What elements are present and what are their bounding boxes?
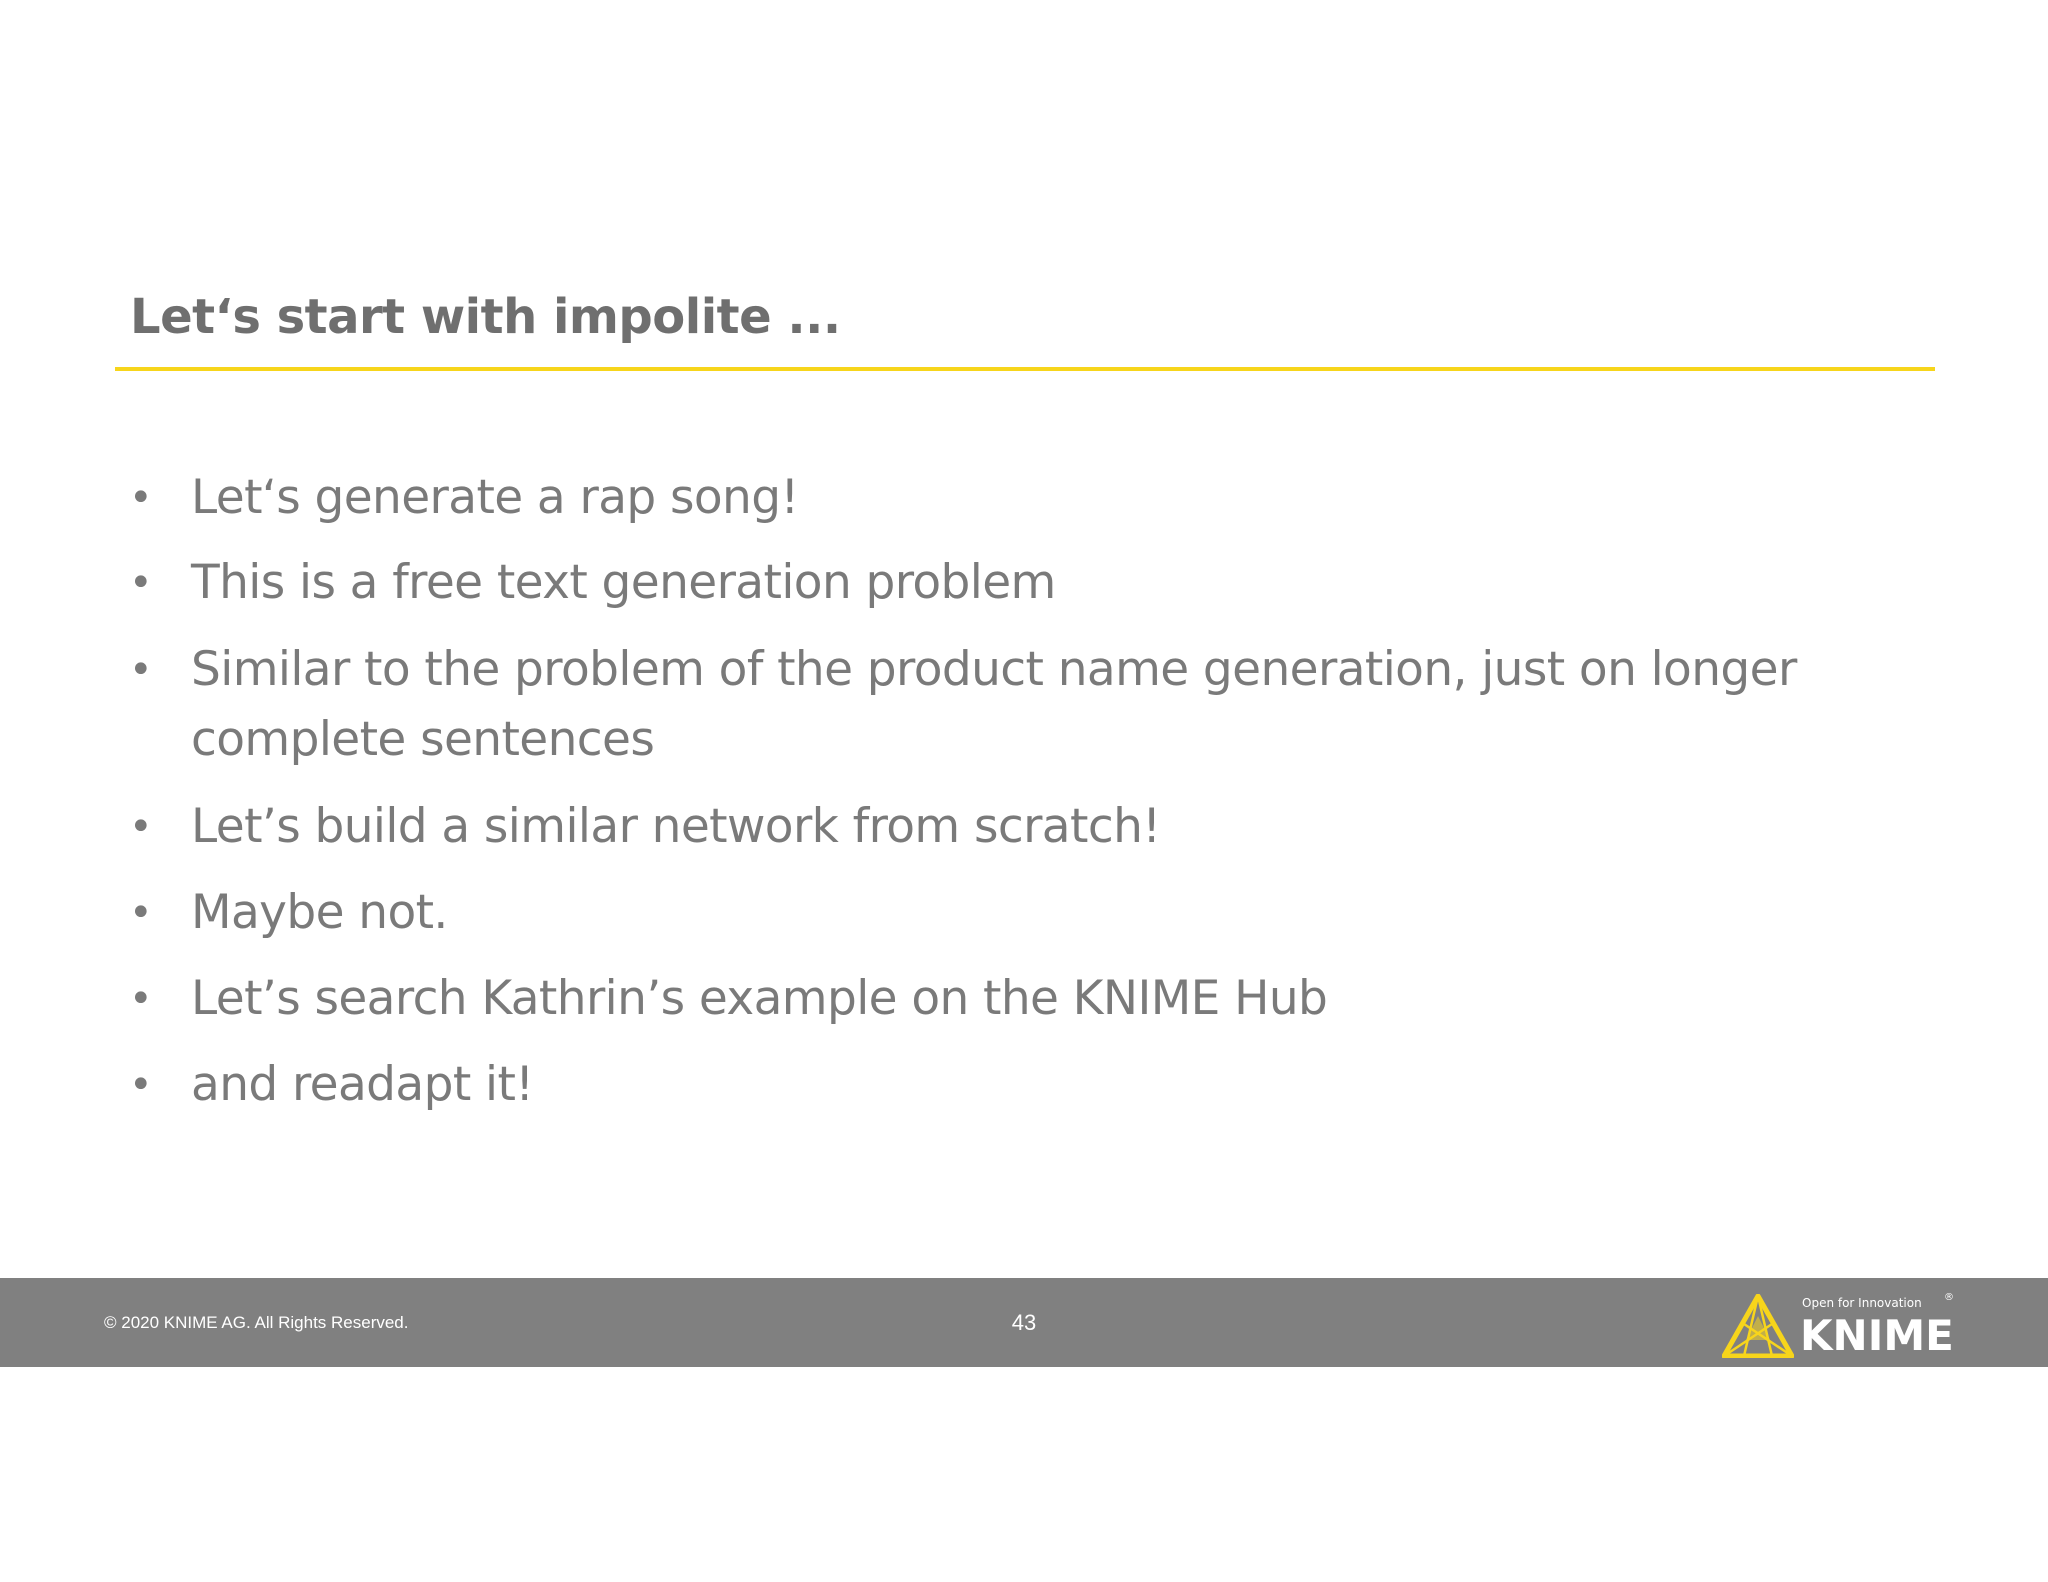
bullet-marker: • <box>129 804 152 850</box>
bullet-marker: • <box>129 647 152 693</box>
copyright-notice: © 2020 KNIME AG. All Rights Reserved. <box>104 1313 409 1332</box>
bullet-text: Let’s search Kathrin’s example on the KNIME Hub <box>191 971 1328 1026</box>
slide-title: Let‘s start with impolite ... <box>130 289 841 345</box>
slide-footer <box>0 1278 2048 1367</box>
bullet-text: and readapt it! <box>191 1057 534 1112</box>
bullet-marker: • <box>129 475 152 521</box>
bullet-text: Maybe not. <box>191 885 448 940</box>
bullet-list <box>125 0 1925 1200</box>
bullet-marker: • <box>129 976 152 1022</box>
bullet-text: Similar to the problem of the product name generation, just on longer complete sentences <box>191 642 1797 767</box>
bullet-marker: • <box>129 1062 152 1108</box>
bullet-text: Let‘s generate a rap song! <box>191 470 799 525</box>
bullet-marker: • <box>129 560 152 606</box>
knime-triangle-logo-icon <box>1722 1294 1794 1358</box>
logo-wordmark: KNIME <box>1800 1311 1954 1360</box>
bullet-text: This is a free text generation problem <box>191 555 1056 610</box>
page-number: 43 <box>1011 1310 1037 1335</box>
knime-logo <box>1722 1288 1962 1360</box>
registered-mark: ® <box>1944 1292 1954 1303</box>
logo-tagline: Open for Innovation <box>1802 1296 1922 1310</box>
bullet-marker: • <box>129 890 152 936</box>
bullet-text: Let’s build a similar network from scratch! <box>191 799 1161 854</box>
